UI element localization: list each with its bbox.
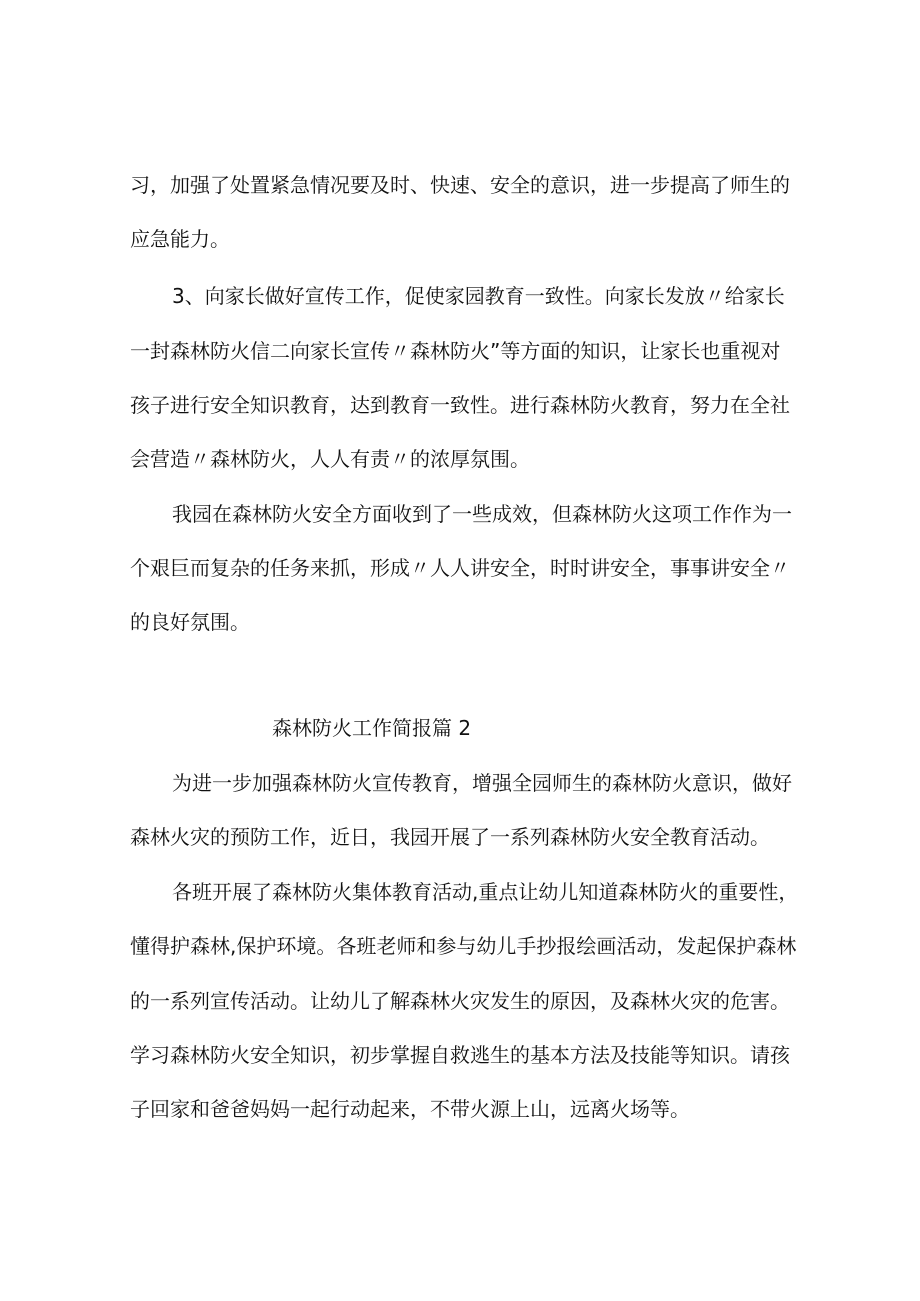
text-line: 我园在森林防火安全方面收到了一些成效，但森林防火这项工作作为一 <box>172 502 792 526</box>
text-line: 子回家和爸爸妈妈一起行动起来，不带火源上山，远离火场等。 <box>130 1097 690 1121</box>
text-line: 孩子进行安全知识教育，达到教育一致性。进行森林防火教育，努力在全社 <box>130 393 790 417</box>
section-heading: 森林防火工作简报篇 2 <box>272 716 472 740</box>
text-line: 个艰巨而复杂的任务来抓，形成〃人人讲安全，时时讲安全，事事讲安全〃 <box>130 556 790 580</box>
text-line: 应急能力。 <box>130 227 230 251</box>
text-line: 森林火灾的预防工作，近日，我园开展了一系列森林防火安全教育活动。 <box>130 825 770 849</box>
text-line: 的一系列宣传活动。让幼儿了解森林火灾发生的原因，及森林火灾的危害。 <box>130 989 790 1013</box>
text-line: 各班开展了森林防火集体教育活动,重点让幼儿知道森林防火的重要性， <box>172 880 799 904</box>
text-line: 的良好氛围。 <box>130 610 250 634</box>
text-line: 一封森林防火信二向家长宣传〃森林防火”等方面的知识，让家长也重视对 <box>130 339 781 363</box>
text-line: 学习森林防火安全知识，初步掌握自救逃生的基本方法及技能等知识。请孩 <box>130 1043 790 1067</box>
text-line: 习，加强了处置紧急情况要及时、快速、安全的意识，进一步提高了师生的 <box>130 173 790 197</box>
text-line: 为进一步加强森林防火宣传教育，增强全园师生的森林防火意识，做好 <box>172 771 792 795</box>
text-line: 会营造〃森林防火，人人有责〃的浓厚氛围。 <box>130 447 530 471</box>
text-line: 懂得护森林,保护环境。各班老师和参与幼儿手抄报绘画活动，发起保护森林 <box>130 934 797 958</box>
text-line: 3、向家长做好宣传工作，促使家园教育一致性。向家长发放〃给家长 <box>172 284 785 308</box>
